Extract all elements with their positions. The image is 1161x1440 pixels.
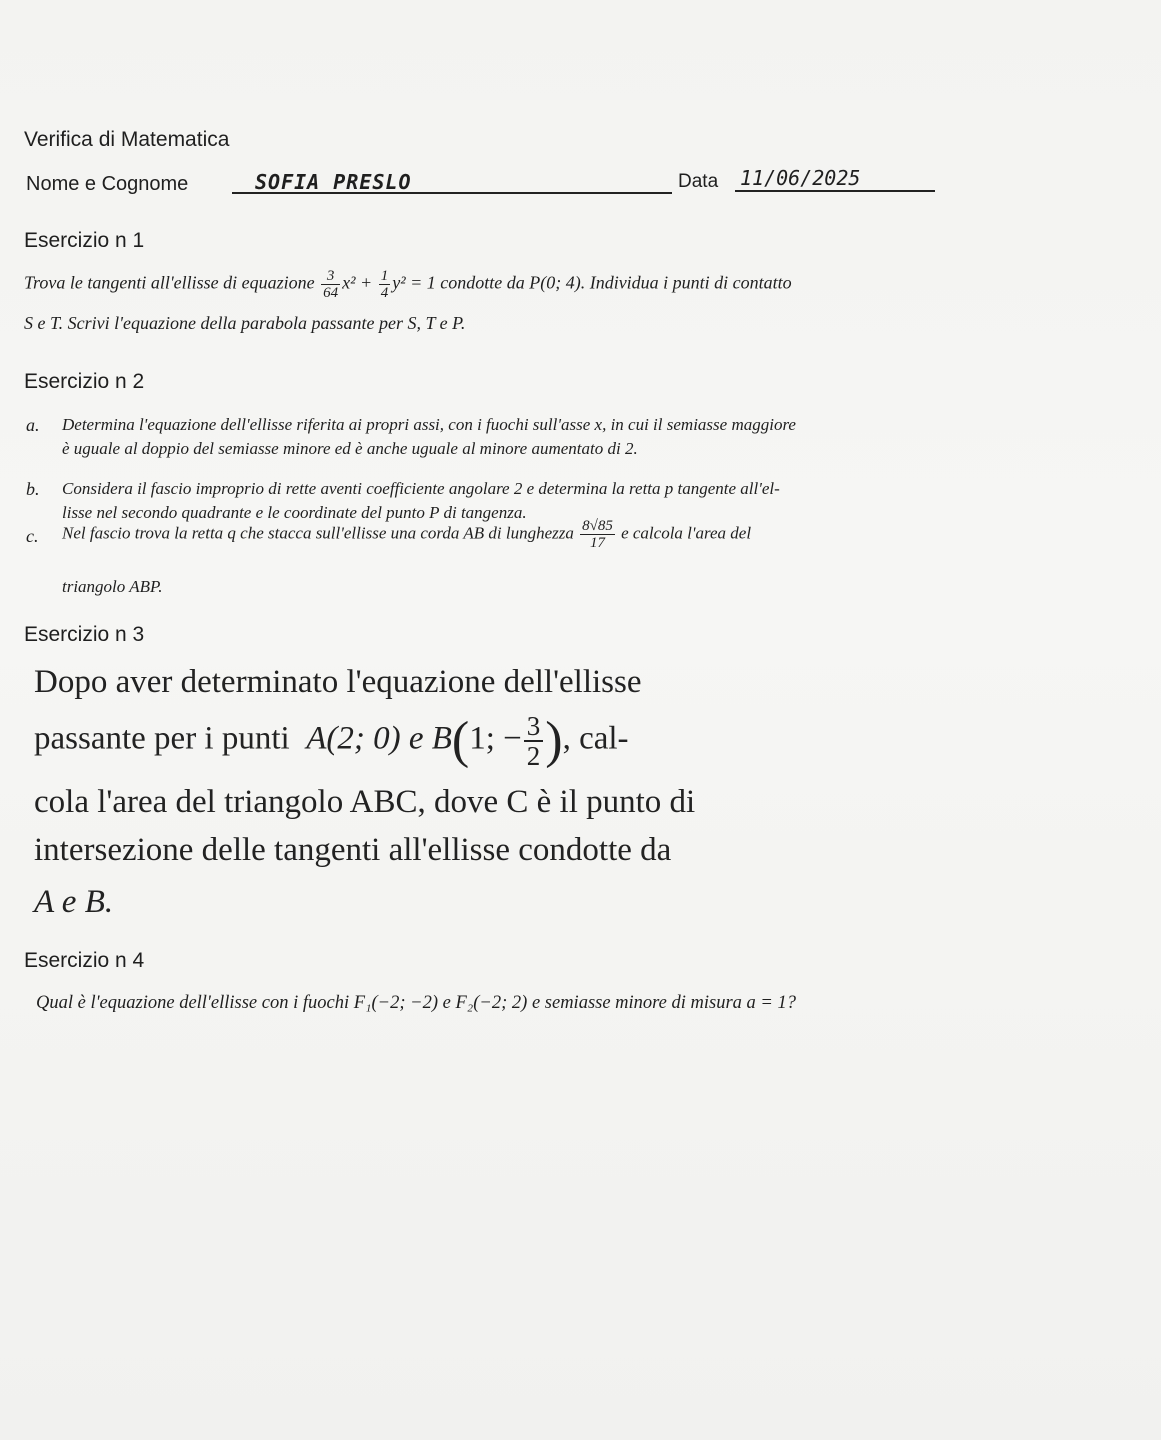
- name-label: Nome e Cognome: [26, 173, 189, 195]
- point-b-y-fraction: $\frac{3}{2}$: [524, 712, 544, 770]
- exercise-2-item-b-label: b.: [26, 479, 40, 499]
- exercise-2-item-c-line-1: Nel fascio trova la retta q che stacca sull'ellisse una corda AB di lunghezza $\frac{8√85}{17}$ e calcola l'area del: [62, 518, 752, 551]
- exercise-1-fraction-2: $\frac{1}{4}$: [380, 268, 389, 301]
- exercise-4-line-1: Qual è l'equazione dell'ellisse con i fuochi F₁(−2; −2) e F₂(−2; 2) e semiasse minore di misura a = 1?: [36, 993, 797, 1013]
- exercise-1-term-2: y² = 1 condotte da P(0; 4). Individua i punti di contatto: [392, 272, 792, 293]
- exercise-2-item-a-line-2: è uguale al doppio del semiasse minore ed è anche uguale al minore aumentato di 2.: [62, 439, 638, 458]
- date-label: Data: [678, 171, 719, 192]
- exercise-3-heading: Esercizio n 3: [24, 623, 145, 646]
- date-handwritten-value: 11/06/2025: [740, 166, 861, 190]
- exercise-2-item-c-label: c.: [26, 526, 39, 546]
- exercise-1-text-a: Trova le tangenti all'ellisse di equazione: [24, 272, 315, 293]
- exercise-2-item-a-label: a.: [26, 415, 40, 435]
- exercise-3-line-3: cola l'area del triangolo ABC, dove C è il punto di: [34, 784, 696, 820]
- exercise-4-heading: Esercizio n 4: [24, 949, 145, 972]
- exercise-2-item-b-line-2: lisse nel secondo quadrante e le coordinate del punto P di tangenza.: [62, 503, 527, 522]
- exercise-1-fraction-1: $\frac{3}{64}$: [323, 268, 339, 301]
- exercise-2-item-a-line-1: Determina l'equazione dell'ellisse riferita ai propri assi, con i fuochi sull'asse x, in cui il semiasse maggiore: [62, 415, 796, 434]
- exercise-1-line-1: [24, 268, 792, 301]
- exercise-3-line-2: passante per i punti A(2; 0) e B(1; − $\frac{3}{2}$ ), cal-: [34, 711, 629, 771]
- exercise-2-heading: Esercizio n 2: [24, 370, 145, 393]
- exercise-3-line-4: intersezione delle tangenti all'ellisse condotte da: [34, 832, 672, 868]
- date-underline: [735, 190, 935, 192]
- exercise-3-line-5: A e B.: [34, 884, 114, 920]
- exercise-1-heading: Esercizio n 1: [24, 229, 145, 252]
- chord-length-fraction: $\frac{8√85}{17}$: [582, 518, 613, 551]
- exercise-2-item-c-line-2: triangolo ABP.: [62, 577, 163, 596]
- exercise-1-line-2: S e T. Scrivi l'equazione della parabola passante per S, T e P.: [24, 313, 466, 333]
- name-handwritten-value: SOFIA PRESLO: [255, 170, 412, 194]
- page-title: Verifica di Matematica: [24, 128, 230, 151]
- exercise-2-item-b-line-1: Considera il fascio improprio di rette aventi coefficiente angolare 2 e determina la retta p tangente all'el-: [62, 479, 780, 498]
- exercise-3-line-1: Dopo aver determinato l'equazione dell'ellisse: [34, 664, 642, 700]
- exercise-1-term-1: x² +: [342, 272, 373, 293]
